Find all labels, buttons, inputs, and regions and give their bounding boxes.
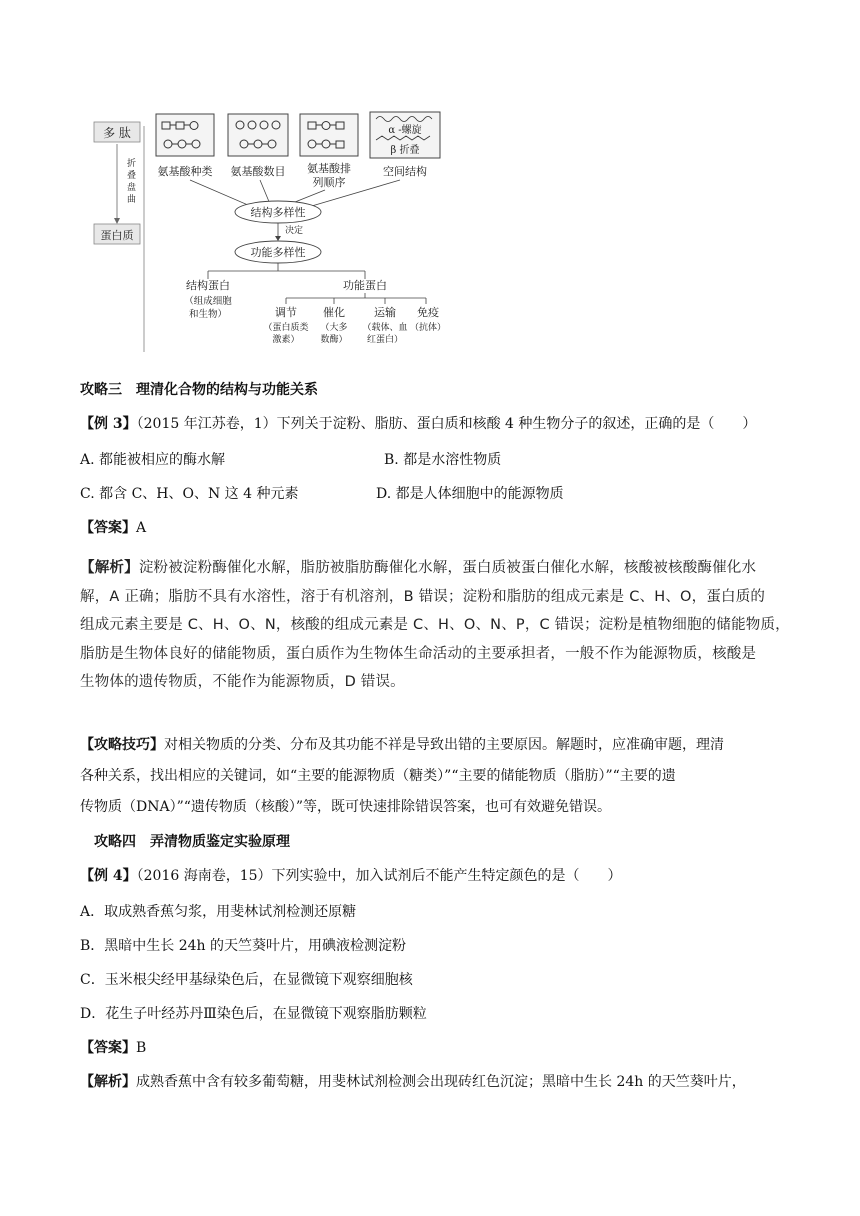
- function-diversity-label: 功能多样性: [250, 246, 306, 259]
- structural-protein-note-2: 和生物）: [188, 309, 228, 320]
- function-catalyze-title: 催化: [323, 306, 345, 319]
- amino-count-box: [228, 114, 288, 156]
- example4-answer-value: B: [136, 1040, 147, 1056]
- function-immune-note-1: （抗体）: [409, 323, 447, 333]
- example4-analysis-text: 成熟香蕉中含有较多葡萄糖，用斐林试剂检测会出现砖红色沉淀；黑暗中生长 24h 的天竺葵叶片，: [136, 1074, 746, 1090]
- example3-option-b: B. 都是水溶性物质: [384, 452, 502, 468]
- function-transport-note-1: （载体、血: [362, 323, 408, 333]
- function-transport-note-2: 红蛋白）: [366, 335, 404, 345]
- protein-label: 蛋白质: [100, 229, 134, 242]
- tips-paragraph: [80, 730, 792, 823]
- protein-diversity-diagram: [90, 108, 465, 360]
- example3-analysis-label: 【解析】: [80, 560, 139, 576]
- function-regulate-note-1: （蛋白质类: [263, 323, 309, 333]
- example3-analysis: [80, 554, 800, 697]
- example4-option-d: D．花生子叶经苏丹Ⅲ染色后，在显微镜下观察脂肪颗粒: [80, 1006, 427, 1022]
- tips-label: 【攻略技巧】: [80, 737, 164, 753]
- tips-line-2: 各种关系，找出相应的关键词，如“主要的能源物质（糖类）”“主要的储能物质（脂肪）”“主要的遗: [80, 768, 676, 784]
- example3-answer: [80, 518, 146, 538]
- example3-analysis-line-1: 淀粉被淀粉酶催化水解，脂肪被脂肪酶催化水解，蛋白质被蛋白催化水解，核酸被核酸酶催化水: [138, 560, 757, 576]
- factor-kind: 氨基酸种类: [157, 165, 213, 178]
- section4-heading: 攻略四 弄清物质鉴定实验原理: [94, 834, 290, 850]
- example3-option-c: C. 都含 C、H、O、N 这 4 种元素: [80, 486, 299, 502]
- example3-analysis-line-5: 生物体的遗传物质，不能作为能源物质，D 错误。: [80, 674, 405, 690]
- amino-order-box: [300, 114, 358, 156]
- example4-question: [80, 866, 622, 886]
- tips-line-1: 对相关物质的分类、分布及其功能不祥是导致出错的主要原因。解题时，应准确审题，理清: [164, 737, 724, 753]
- structure-diversity-label: 结构多样性: [250, 206, 306, 219]
- spatial-structure-box: [370, 112, 440, 158]
- function-catalyze-note-2: 数酶）: [320, 335, 348, 345]
- amino-kind-box: [156, 114, 214, 156]
- function-catalyze-note-1: （大多: [320, 323, 348, 333]
- example4-answer-label: 【答案】: [80, 1040, 136, 1056]
- fold-label: 折叠盘曲: [127, 159, 137, 205]
- section3-heading: 攻略三 理清化合物的结构与功能关系: [80, 382, 318, 398]
- beta-sheet-label: β 折叠: [390, 145, 420, 156]
- example3-text: （2015 年江苏卷，1）下列关于淀粉、脂肪、蛋白质和核酸 4 种生物分子的叙述，正确的是（ ）: [136, 416, 757, 432]
- example3-analysis-line-4: 脂肪是生物体良好的储能物质，蛋白质作为生物体生命活动的主要承担者，一般不作为能源物质，核酸是: [80, 645, 757, 662]
- structural-protein-note-1: （组成细胞: [184, 296, 232, 307]
- function-regulate-title: 调节: [275, 306, 297, 319]
- example4-option-a: A．取成熟香蕉匀浆，用斐林试剂检测还原糖: [80, 904, 357, 920]
- factor-order-2: 列顺序: [312, 176, 346, 189]
- example4-analysis: [80, 1072, 746, 1092]
- factor-order-1: 氨基酸排: [307, 162, 351, 175]
- example3-analysis-line-3: 组成元素主要是 C、H、O、N，核酸的组成元素是 C、H、O、N、P，C 错误；淀粉是植物细胞的储能物质，: [80, 617, 790, 633]
- example4-text: （2016 海南卷，15）下列实验中，加入试剂后不能产生特定颜色的是（ ）: [136, 868, 622, 884]
- example3-option-a: A. 都能被相应的酶水解: [80, 452, 226, 468]
- polypeptide-label: 多 肽: [103, 126, 131, 140]
- example4-label: 【例 4】: [80, 868, 137, 884]
- functional-protein-title: 功能蛋白: [343, 279, 387, 292]
- structural-protein-title: 结构蛋白: [186, 279, 230, 292]
- example3-option-d: D. 都是人体细胞中的能源物质: [376, 486, 564, 502]
- factor-spatial: 空间结构: [383, 165, 427, 178]
- example4-analysis-label: 【解析】: [80, 1074, 136, 1090]
- alpha-helix-label: α -螺旋: [388, 125, 422, 136]
- function-immune-title: 免疫: [417, 306, 439, 319]
- example3-analysis-line-2: 解，A 正确；脂肪不具有水溶性，溶于有机溶剂，B 错误；淀粉和脂肪的组成元素是 C、H、O，蛋白质的: [80, 588, 766, 605]
- example4-option-c: C．玉米根尖经甲基绿染色后，在显微镜下观察细胞核: [80, 972, 413, 988]
- decides-label: 决定: [285, 226, 304, 236]
- example3-answer-label: 【答案】: [80, 520, 136, 536]
- example4-option-b: B．黑暗中生长 24h 的天竺葵叶片，用碘液检测淀粉: [80, 938, 407, 954]
- example3-answer-value: A: [136, 520, 147, 536]
- tips-line-3: 传物质（DNA）”“遗传物质（核酸）”等，既可快速排除错误答案，也可有效避免错误。: [80, 799, 612, 815]
- example3-label: 【例 3】: [80, 416, 137, 432]
- function-regulate-note-2: 激素）: [272, 335, 300, 345]
- example3-question: [80, 414, 756, 434]
- example4-answer: [80, 1038, 146, 1058]
- function-transport-title: 运输: [374, 306, 396, 319]
- factor-count: 氨基酸数目: [230, 165, 286, 178]
